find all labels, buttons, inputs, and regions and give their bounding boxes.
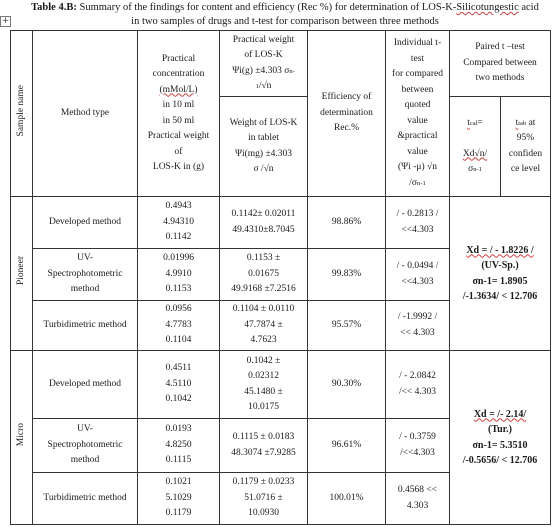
- individual-t-cell: 0.4568 << 4.303: [386, 473, 450, 525]
- table-caption: [30, 1, 540, 29]
- sample-name-cell: Micro: [11, 351, 33, 525]
- efficiency-cell: 100.01%: [308, 473, 386, 525]
- header-method-type: Method type: [33, 31, 138, 197]
- header-individual-t-test: Individual t- test for compared between quoted value &practical value (Ψi -μ) √n /σn-1: [386, 31, 450, 197]
- method-cell: UV- Spectrophotometric method: [33, 419, 138, 473]
- header-paired-t-test: Paired t –test Compared between two methods: [450, 31, 551, 97]
- method-cell: Developed method: [33, 351, 138, 419]
- results-table: [10, 30, 551, 525]
- conc-cell: 0.4511 4.5110 0.1042: [138, 351, 220, 419]
- conc-cell: 0.01996 4.9910 0.1153: [138, 249, 220, 301]
- table-move-handle[interactable]: +: [1, 16, 10, 26]
- conc-cell: 0.4943 4.94310 0.1142: [138, 197, 220, 249]
- header-weight-top: Practical weight of LOS-K Ψi(g) ±4.303 σn- 1/√n: [220, 31, 308, 97]
- efficiency-cell: 99.83%: [308, 249, 386, 301]
- table-row: [11, 197, 551, 249]
- weight-cell: 0.1104 ± 0.0110 47.7874 ± 4.7623: [220, 301, 308, 351]
- caption-text-a: Summary of the findings for content and efficiency (Rec %) for determination of LOS-K-: [76, 2, 457, 13]
- individual-t-cell: / - 0.0494 / <<4.303: [386, 249, 450, 301]
- caption-text-c: acid in two samples of drugs and t-test for comparison between three methods: [131, 2, 539, 27]
- method-cell: Turbidimetric method: [33, 473, 138, 525]
- header-t-tab: ttab at 95% confiden ce level: [501, 97, 551, 197]
- efficiency-cell: 90.30%: [308, 351, 386, 419]
- table-row: [11, 351, 551, 419]
- individual-t-cell: / -1.9992 / << 4.303: [386, 301, 450, 351]
- individual-t-cell: / - 0.3759 /<<4.303: [386, 419, 450, 473]
- weight-cell: 0.1142± 0.02011 49.4310±8.7045: [220, 197, 308, 249]
- header-efficiency: Efficiency of determination Rec.%: [308, 31, 386, 197]
- conc-cell: 0.1021 5.1029 0.1179: [138, 473, 220, 525]
- method-cell: Turbidimetric method: [33, 301, 138, 351]
- conc-cell: 0.0193 4.8250 0.1115: [138, 419, 220, 473]
- method-cell: UV- Spectrophotometric method: [33, 249, 138, 301]
- caption-text-b: Silicotungestic: [456, 2, 519, 13]
- header-practical-conc: Practical concentration (mMol/L) in 10 ml in 50 ml Practical weight of LOS-K in (g): [138, 31, 220, 197]
- sample-name-cell: Pioneer: [11, 197, 33, 351]
- weight-cell: 0.1179 ± 0.0233 51.0716 ± 10.0930: [220, 473, 308, 525]
- weight-cell: 0.1153 ± 0.01675 49.9168 ±7.2516: [220, 249, 308, 301]
- header-t-cal: tcal= Xd√n/ σn-1: [450, 97, 501, 197]
- weight-cell: 0.1042 ± 0.02312 45.1480 ± 10.0175: [220, 351, 308, 419]
- paired-t-cell: Xd = /- 2.14/ (Tur.) σn-1= 5.3510 /-0.5656/ < 12.706: [450, 351, 551, 525]
- conc-cell: 0.0956 4.7783 0.1104: [138, 301, 220, 351]
- method-cell: Developed method: [33, 197, 138, 249]
- efficiency-cell: 96.61%: [308, 419, 386, 473]
- paired-t-cell: Xd = / - 1.8226 / (UV-Sp.) σn-1= 1.8905 /-1.3634/ < 12.706: [450, 197, 551, 351]
- efficiency-cell: 95.57%: [308, 301, 386, 351]
- header-sample-name: Sample name: [11, 31, 33, 197]
- header-weight-bottom: Weight of LOS-K in tablet Ψi(mg) ±4.303 σ /√n: [220, 97, 308, 197]
- individual-t-cell: / - 0.2813 / <<4.303: [386, 197, 450, 249]
- efficiency-cell: 98.86%: [308, 197, 386, 249]
- caption-label: Table 4.B:: [31, 2, 77, 13]
- weight-cell: 0.1115 ± 0.0183 48.3074 ±7.9285: [220, 419, 308, 473]
- individual-t-cell: / - 2.0842 /<< 4.303: [386, 351, 450, 419]
